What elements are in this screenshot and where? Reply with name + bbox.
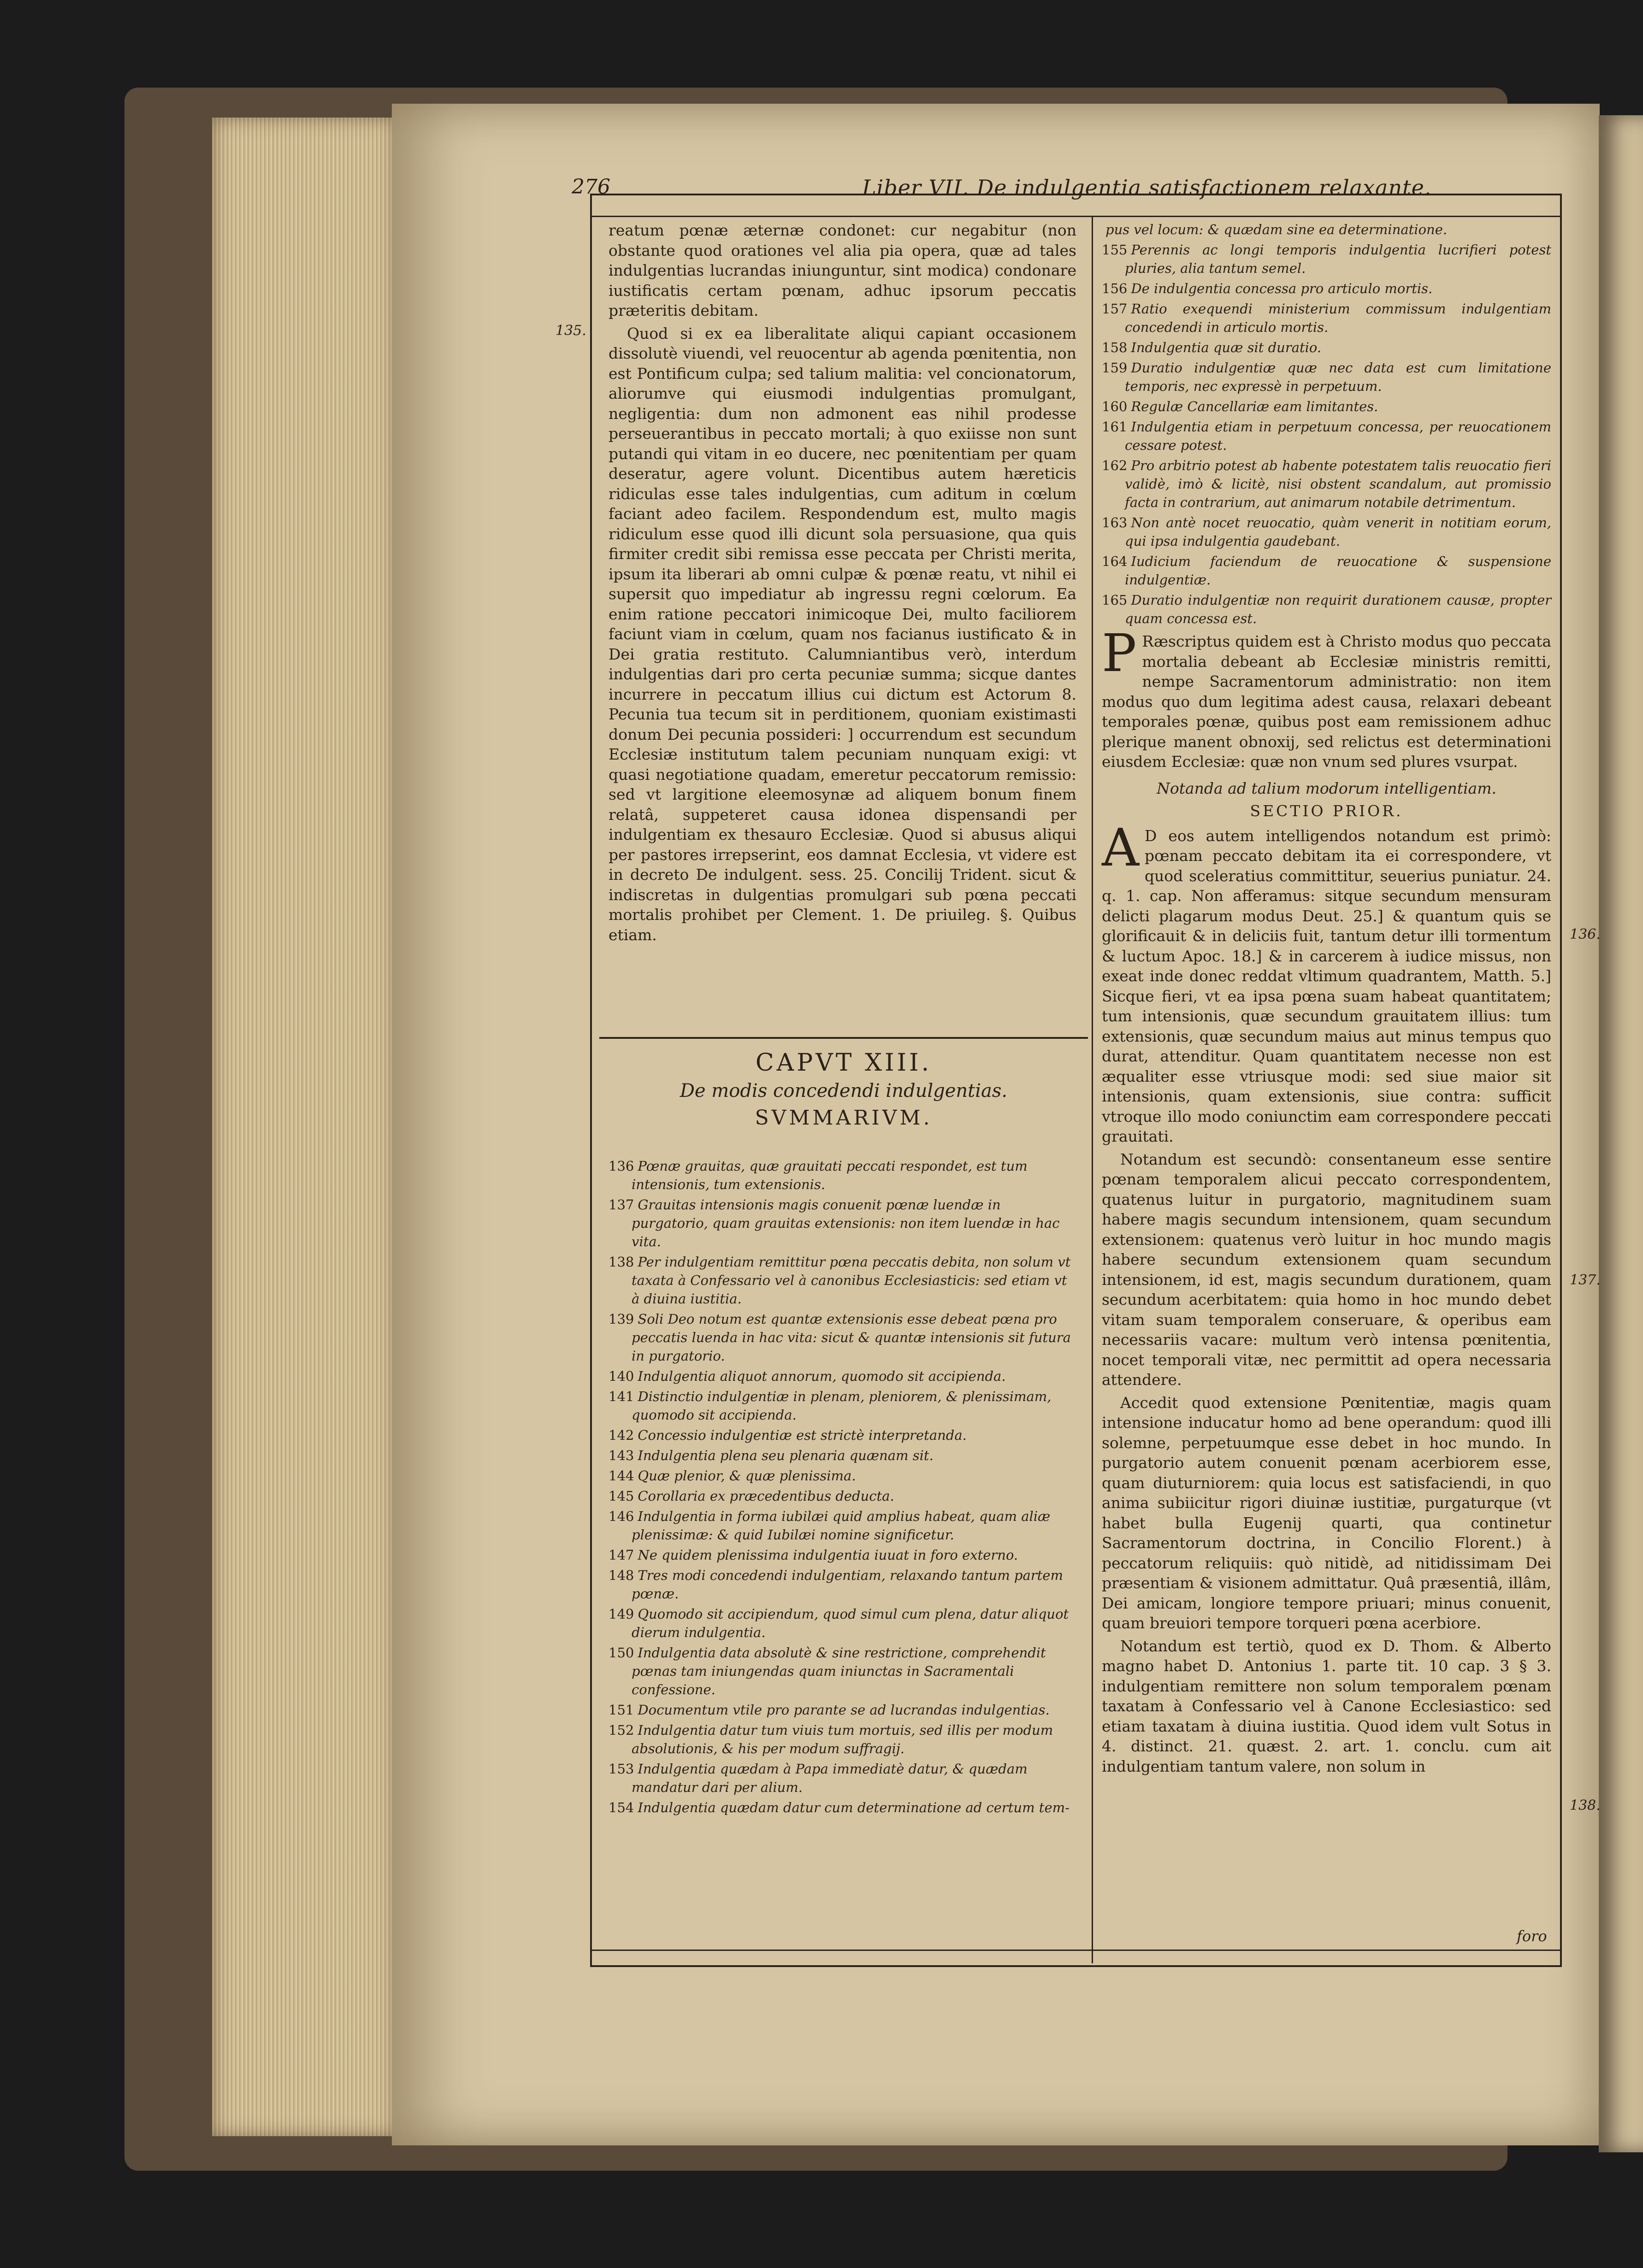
summary-item-text: Indulgentia in forma iubilæi quid amplius habeat, quam aliæ plenissimæ: & quid Iubilæi nomine significetur. xyxy=(632,1508,1051,1543)
summary-item xyxy=(609,1387,1076,1424)
margin-note-136: 136. xyxy=(1570,926,1601,943)
summary-item xyxy=(609,1798,1076,1817)
summary-item-number: 161 xyxy=(1102,419,1128,435)
summary-item-number: 139 xyxy=(609,1311,634,1327)
summary-item xyxy=(609,1367,1076,1385)
summary-item-text: Corollaria ex præcedentibus deducta. xyxy=(638,1488,894,1504)
summary-item-text: Distinctio indulgentiæ in plenam, pleniorem, & plenissimam, quomodo sit accipienda. xyxy=(632,1389,1052,1423)
summary-item-text: Non antè nocet reuocatio, quàm venerit in notitiam eorum, qui ipsa indulgentia gaudebant. xyxy=(1125,515,1551,549)
summary-item-number: 153 xyxy=(609,1761,634,1777)
right-paragraph-4: Notandum est tertiò, quod ex D. Thom. & Alberto magno habet D. Antonius 1. parte tit. 10 cap. 3 § 3. indulgentiam remittere non solum temporalem pœnam taxatam à Confessario vel à Canone Ecclesiastico: sed etiam taxatam à diuina iustitia. Quod idem vult Sotus in 4. distinct. 21. quæst. 2. art. 1. conclu. cum ait indulgentiam tantum valere, non solum in xyxy=(1102,1637,1551,1775)
summary-item xyxy=(1102,300,1551,336)
summary-item-number: 152 xyxy=(609,1722,634,1738)
summary-item-number: 150 xyxy=(609,1645,634,1661)
page-edges xyxy=(212,118,396,2136)
summary-list-right xyxy=(1102,220,1551,628)
summary-item xyxy=(1102,418,1551,454)
summary-item-text: Indulgentia quædam à Papa immediatè datur, & quædam mandatur dari per alium. xyxy=(632,1761,1028,1795)
summary-item-text: Ne quidem plenissima indulgentia iuuat in foro externo. xyxy=(638,1547,1018,1563)
summary-item xyxy=(609,1310,1076,1365)
summary-item-text: Grauitas intensionis magis conuenit pœnæ luendæ in purgatorio, quam grauitas extensionis: non item luendæ in hac vita. xyxy=(632,1197,1060,1249)
summary-item-number: 145 xyxy=(609,1488,634,1504)
section-dropcap: A xyxy=(1102,818,1139,878)
summary-item-text: Documentum vtile pro parante se ad lucrandas indulgentias. xyxy=(638,1702,1050,1718)
summary-item xyxy=(1102,456,1551,512)
summary-item-number: 147 xyxy=(609,1547,634,1563)
right-paragraph-3: Accedit quod extensione Pœnitentiæ, magis quam intensione inducatur homo ad bene operandum: quod illi solemne, perpetuumque esse debet in hoc mundo. In purgatorio autem conuenit pœnam acerbiorem esse, quam diuturniorem: quia locus est satisfaciendi, in quo anima subiicitur rigori diuinæ iustitiæ, purgaturque (vt habet bulla Eugenij quarti, qua continetur Sacramentorum doctrina, in Concilio Florent.) à peccatorum reliquiis: quò nitidè, ad nitidissimam Dei præsentiam & visionem admittatur. Quâ præsentiâ, illâm, Dei amicam, longiore tempore priuari; minus conuenit, quam breuiori tempore torqueri pœna acerbiore. xyxy=(1102,1393,1551,1632)
summary-item-text: pus vel locum: & quædam sine ea determinatione. xyxy=(1105,222,1448,237)
margin-note-138: 138. xyxy=(1570,1797,1601,1814)
intro-dropcap: P xyxy=(1102,624,1137,683)
right-paragraph-1-text: D eos autem intelligendos notandum est primò: pœnam peccato debitam ita ei correspondere, vt quod sceleratius committitur, seuerius puniatur. 24. q. 1. cap. Non afferamus: sitque secundum mensuram delicti plagarum modus Deut. 25.] & quantum quis se glorificauit & in deliciis fuit, tantum detur illi tormentum & luctum Apoc. 18.] & in carcerem à iudice missus, non exeat inde donec reddat vltimum quadrantem, Matth. 5.] Sicque fieri, vt ea ipsa pœna suam habeat quantitatem; tum intensionis, quæ secundum grauitatem illius: tum extensionis, quæ secundum maius aut minus tempus quo durat, attenditur. Quam quantitatem necesse non est æqualiter esse vtriusque modi: sed siue maior sit intensionis, quam extensionis, siue contra: sufficit vtroque illo modo coniunctim eam correspondere peccati grauitati. xyxy=(1102,826,1551,1145)
margin-note-135: 135. xyxy=(556,323,586,339)
summary-item-number: 149 xyxy=(609,1606,634,1622)
summary-item-number: 159 xyxy=(1102,360,1128,376)
summary-item-text: Pro arbitrio potest ab habente potestatem talis reuocatio fieri validè, imò & licitè, nisi obstent scandalum, aut promissio facta in contrarium, aut animarum notabile detrimentum. xyxy=(1125,458,1551,510)
left-paragraph-1: reatum pœnæ æternæ condonet: cur negabitur (non obstante quod orationes vel alia pia opera, quæ ad tales indulgentias lucrandas iniunguntur, sint modica) condonare iustificatis certam pœnam, adhuc ipsorum peccatis præteritis debitam. xyxy=(609,221,1076,319)
summary-item-number: 142 xyxy=(609,1427,634,1443)
summary-item-number: 136 xyxy=(609,1158,634,1174)
summary-item-number: 157 xyxy=(1102,301,1128,317)
summary-item-number: 151 xyxy=(609,1702,634,1718)
summary-item-number: 144 xyxy=(609,1468,634,1484)
summary-list-left xyxy=(609,1157,1076,1819)
summary-item-text: Iudicium faciendum de reuocatione & suspensione indulgentiæ. xyxy=(1125,554,1551,588)
summary-item xyxy=(1102,220,1551,239)
summary-item-text: Pœnæ grauitas, quæ grauitati peccati respondet, est tum intensionis, tum extensionis. xyxy=(632,1158,1028,1192)
summary-item xyxy=(609,1467,1076,1485)
summary-item-number: 154 xyxy=(609,1800,634,1815)
summary-item xyxy=(1102,552,1551,589)
summary-item-text: Indulgentia plena seu plenaria quænam sit. xyxy=(638,1448,934,1463)
left-column xyxy=(609,220,1076,948)
summary-item xyxy=(609,1566,1076,1603)
summary-item-text: Indulgentia etiam in perpetuum concessa, per reuocationem cessare potest. xyxy=(1125,419,1551,453)
summary-item-text: Regulæ Cancellariæ eam limitantes. xyxy=(1131,399,1378,414)
intro-text: Ræscriptus quidem est à Christo modus quo peccata mortalia debeant ab Ecclesiæ ministris remitti, nempe Sacramentorum administratio: non item modus quo dum legitima adest causa, relaxari debeant temporales pœnæ, quibus post eam remissionem adhuc plerique manent obnoxij, sed relictus est determinationi eiusdem Ecclesiæ: quæ non vnum sed plures vsurpat. xyxy=(1102,632,1551,771)
summary-item-text: Quomodo sit accipiendum, quod simul cum plena, datur aliquot dierum indulgentia. xyxy=(632,1606,1069,1640)
summary-item-text: Indulgentia quæ sit duratio. xyxy=(1131,340,1322,355)
chapter-heading xyxy=(599,1037,1088,1130)
left-paragraph-2: Quod si ex ea liberalitate aliqui capiant occasionem dissolutè viuendi, vel reuocentur ab agenda pœnitentia, non est Pontificum culpa; sed talium malitia: vel concionatorum, aliorumve qui eiusmodi indulgentias promulgant, negligentia: dum non admonent eas nihil prodesse perseuerantibus in peccato mortali; à quo exiisse non sunt putandi qui vitam in eo ducere, nec pœnitentiam per quam deseratur, agere volunt. Dicentibus autem hæreticis ridiculas esse tales indulgentias, cum aditum in cœlum faciant adeo facilem. Respondendum est, multo magis ridiculum esse quod illi dicunt sola persuasione, qua quis firmiter credit sibi remissa esse peccata per Christi merita, ipsum ita liberari ab omni culpæ & pœnæ reatu, vt nihil ei supersit quo impediatur ab ingressu regni cœlorum. Ea enim ratione peccatori inimicoque Dei, multo faciliorem faciunt viam in cœlum, quam nos facianus iustificato & in Dei gratia restituto. Calumniantibus verò, interdum indulgentias dari pro certa pecuniæ summa; sicque dantes incurrere in peccatum illius cui dictum est Actorum 8. Pecunia tua tecum sit in perditionem, quoniam existimasti donum Dei pecunia possideri: ] occurrendum est secundum Ecclesiæ institutum talem pecuniam nunquam exigi: vt quasi negotiatione quadam, emeretur peccatorum remissio: sed vt largitione eleemosynæ ad aliquem bonum finem relatâ, suppeteret causa idonea dispensandi per indulgentiam ex thesauro Ecclesiæ. Quod si abusus aliqui per pastores irrepserint, eos damnat Ecclesia, vt videre est in decreto De indulgent. sess. 25. Concilij Trident. sicut & indiscretas in dulgentias promulgari sub pœna peccati mortalis prohibet per Clement. 1. De priuileg. §. Quibus etiam. xyxy=(609,324,1076,944)
summary-item xyxy=(1102,338,1551,357)
summary-item-number: 146 xyxy=(609,1508,634,1524)
summary-item-number: 163 xyxy=(1102,515,1128,530)
summary-item xyxy=(609,1644,1076,1699)
summary-item-number: 156 xyxy=(1102,281,1128,296)
summary-item-text: Duratio indulgentiæ non requirit durationem causæ, propter quam concessa est. xyxy=(1125,592,1551,626)
summary-item xyxy=(609,1701,1076,1719)
summary-item-text: Perennis ac longi temporis indulgentia lucrifieri potest pluries, alia tantum semel. xyxy=(1125,242,1551,276)
summary-item xyxy=(609,1760,1076,1797)
summary-item xyxy=(1102,397,1551,416)
summary-item-number: 141 xyxy=(609,1389,634,1404)
summary-item-number: 140 xyxy=(609,1368,634,1384)
intro-paragraph xyxy=(1102,624,1551,772)
summary-item xyxy=(1102,513,1551,550)
summary-item-number: 137 xyxy=(609,1197,634,1213)
summary-item xyxy=(609,1253,1076,1308)
summary-item-text: Quæ plenior, & quæ plenissima. xyxy=(638,1468,856,1484)
catchword: foro xyxy=(1517,1927,1547,1945)
summary-item-text: Concessio indulgentiæ est strictè interpretanda. xyxy=(638,1427,967,1443)
sectio-heading: SECTIO PRIOR. xyxy=(1250,802,1403,820)
summary-item-text: Tres modi concedendi indulgentiam, relaxando tantum partem pœnæ. xyxy=(632,1567,1063,1602)
summary-item-number: 143 xyxy=(609,1448,634,1463)
summary-item xyxy=(609,1487,1076,1505)
summary-item-number: 164 xyxy=(1102,554,1128,569)
summary-item-text: Indulgentia datur tum viuis tum mortuis, sed illis per modum absolutionis, & his per modum suffragij. xyxy=(632,1722,1053,1756)
summary-item xyxy=(1102,279,1551,298)
summary-item xyxy=(1102,359,1551,395)
summary-item-text: Ratio exequendi ministerium commissum indulgentiam concedendi in articulo mortis. xyxy=(1125,301,1551,335)
notanda-heading: Notanda ad talium modorum intelligentiam. xyxy=(1157,779,1496,797)
summary-item-number: 155 xyxy=(1102,242,1128,258)
summary-item xyxy=(609,1507,1076,1544)
column-rule xyxy=(1092,216,1093,1963)
summary-item-number: 158 xyxy=(1102,340,1128,355)
chapter-title: CAPVT XIII. xyxy=(755,1049,932,1077)
summary-item-number: 148 xyxy=(609,1567,634,1583)
summary-item-number: 160 xyxy=(1102,399,1128,414)
summary-item-number: 165 xyxy=(1102,592,1128,608)
margin-note-137: 137. xyxy=(1570,1272,1601,1288)
summary-item xyxy=(609,1196,1076,1251)
right-column xyxy=(1102,220,1551,1779)
summary-item xyxy=(1102,241,1551,277)
summary-item xyxy=(609,1446,1076,1465)
facing-page-edge xyxy=(1599,115,1643,2152)
summary-item-text: Indulgentia aliquot annorum, quomodo sit accipienda. xyxy=(638,1368,1006,1384)
summary-item-text: De indulgentia concessa pro articulo mortis. xyxy=(1131,281,1433,296)
summary-item-text: Per indulgentiam remittitur pœna peccatis debita, non solum vt taxata à Confessario vel à canonibus Ecclesiasticis: sed etiam vt à diuina iustitia. xyxy=(632,1254,1071,1307)
summary-item xyxy=(609,1546,1076,1564)
page-number: 276 xyxy=(572,175,610,199)
summary-item-number: 162 xyxy=(1102,458,1128,473)
bottom-rule xyxy=(590,1950,1560,1951)
right-paragraph-2: Notandum est secundò: consentaneum esse sentire pœnam temporalem alicui peccato correspondentem, quatenus luitur in purgatorio, magnitudinem suam habere magis secundum intensionem, quam secundum extensionem: quatenus verò luitur in hoc mundo magis habere secundum extensionem quam secundum intensionem, id est, magis secundum durationem, quam secundum acerbitatem: quia homo in hoc mundo debet vitam suam temporalem conseruare, & operibus eam necessariis vacare: multum verò intensa pœnitentia, nocet temporali vitæ, nec permittit ad opera necessaria attendere. xyxy=(1102,1150,1551,1389)
summary-item-text: Duratio indulgentiæ quæ nec data est cum limitatione temporis, nec expressè in perpetuum. xyxy=(1125,360,1551,394)
summary-item-number: 138 xyxy=(609,1254,634,1270)
summary-item-text: Indulgentia quædam datur cum determinatione ad certum tem- xyxy=(638,1800,1070,1815)
chapter-subtitle: De modis concedendi indulgentias. xyxy=(680,1080,1008,1102)
running-title: Liber VII. De indulgentia satisfactionem relaxante. xyxy=(862,175,1432,200)
summary-item xyxy=(609,1721,1076,1758)
summary-item xyxy=(1102,591,1551,628)
summary-item xyxy=(609,1426,1076,1444)
summary-heading: SVMMARIVM. xyxy=(755,1106,933,1130)
summary-item-text: Soli Deo notum est quantæ extensionis esse debeat pœna pro peccatis luenda in hac vita: sicut & quantæ intensionis sit futura in purgatorio. xyxy=(632,1311,1071,1364)
summary-item xyxy=(609,1157,1076,1194)
right-paragraph-1 xyxy=(1102,818,1551,1147)
summary-item xyxy=(609,1605,1076,1642)
header-rule xyxy=(590,216,1560,217)
summary-item-text: Indulgentia data absolutè & sine restrictione, comprehendit pœnas tam iniungendas quam iniunctas in Sacramentali confessione. xyxy=(632,1645,1046,1697)
